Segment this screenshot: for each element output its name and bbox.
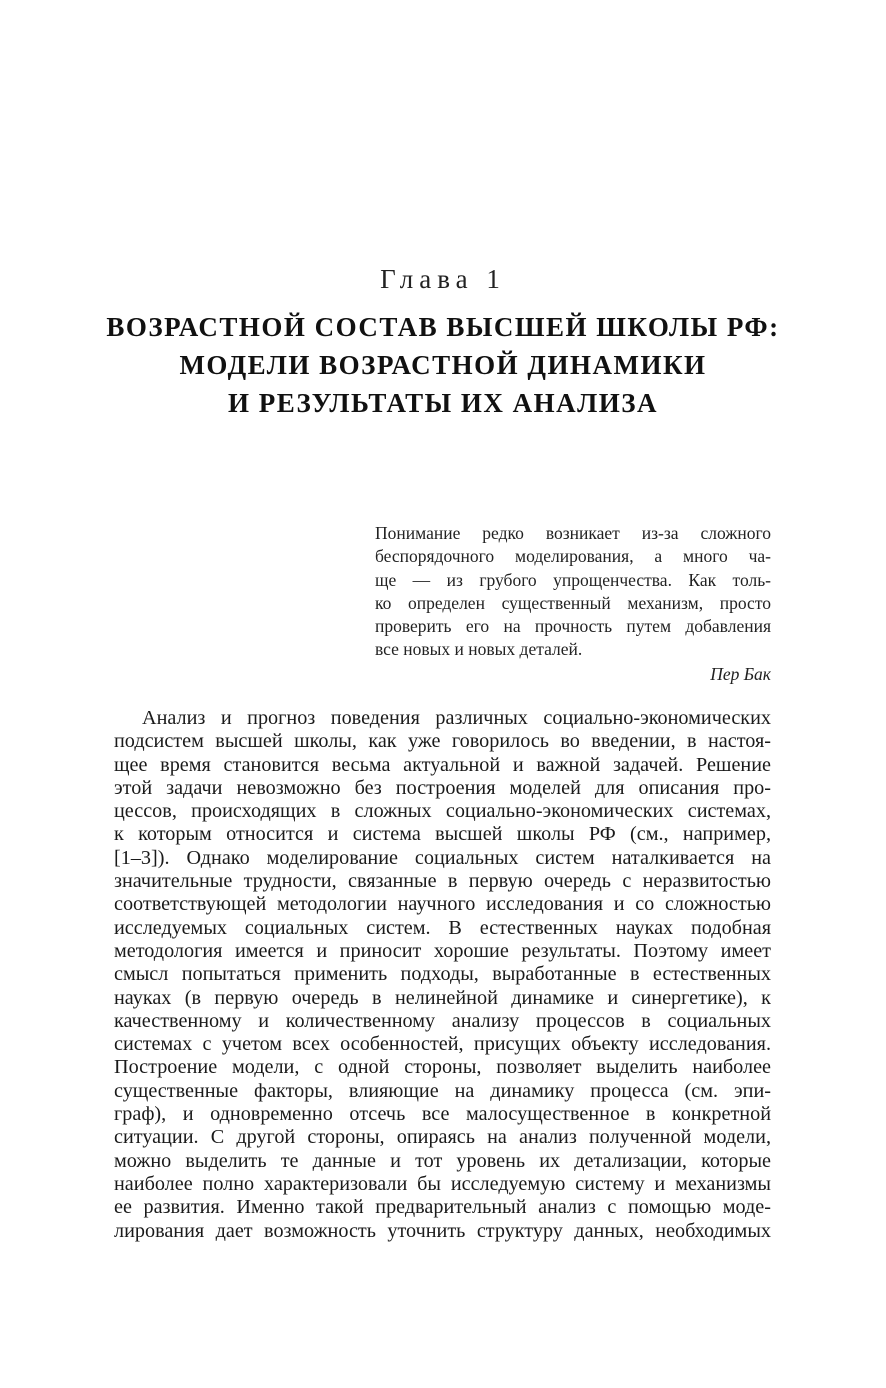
body-line: лирования дает возможность уточнить структуру данных, необходимых: [114, 1219, 771, 1242]
body-line: [1–3]). Однако моделирование социальных систем наталкивается на: [114, 846, 771, 869]
body-line: подсистем высшей школы, как уже говорилось во введении, в настоя-: [114, 730, 771, 753]
body-line: Построение модели, с одной стороны, позволяет выделить наиболее: [114, 1056, 771, 1079]
chapter-title-line: МОДЕЛИ ВОЗРАСТНОЙ ДИНАМИКИ: [179, 350, 707, 380]
body-line: соответствующей методологии научного исследования и со сложностью: [114, 893, 771, 916]
body-line: системах с учетом всех особенностей, присущих объекту исследования.: [114, 1033, 771, 1056]
body-line: Анализ и прогноз поведения различных социально-экономических: [142, 707, 771, 729]
epigraph-text: [375, 522, 771, 662]
epigraph-line: проверить его на прочность путем добавления: [375, 616, 771, 637]
chapter-title-line: И РЕЗУЛЬТАТЫ ИХ АНАЛИЗА: [227, 388, 659, 418]
epigraph-line: ще — из грубого упрощенчества. Как толь-: [375, 569, 771, 590]
body-line: науках (в первую очередь в нелинейной динамике и синергетике), к: [114, 986, 771, 1009]
body-line: можно выделить те данные и тот уровень их детализации, которые: [114, 1149, 771, 1172]
body-line: значительные трудности, связанные в первую очередь с неразвитостью: [114, 870, 771, 893]
body-line: существенные факторы, влияющие на динамику процесса (см. эпи-: [114, 1079, 771, 1102]
chapter-title-line: ВОЗРАСТНОЙ СОСТАВ ВЫСШЕЙ ШКОЛЫ РФ:: [106, 312, 780, 342]
body-line: цессов, происходящих в сложных социально-экономических системах,: [114, 800, 771, 823]
body-paragraph: [114, 707, 771, 1243]
epigraph-author: Пер Бак: [710, 663, 771, 684]
body-line: к которым относится и система высшей школы РФ (см., например,: [114, 823, 771, 846]
body-line: наиболее полно характеризовали бы исследуемую систему и механизмы: [114, 1172, 771, 1195]
chapter-title: [100, 308, 786, 422]
epigraph-line: все новых и новых деталей.: [375, 639, 583, 660]
body-line: исследуемых социальных систем. В естественных науках подобная: [114, 916, 771, 939]
body-line: граф), и одновременно отсечь все малосущественное в конкретной: [114, 1103, 771, 1126]
chapter-label: Глава 1: [380, 264, 506, 294]
epigraph-line: Понимание редко возникает из-за сложного: [375, 523, 771, 543]
body-line: ее развития. Именно такой предварительный анализ с помощью моде-: [114, 1196, 771, 1219]
epigraph-line: ко определен существенный механизм, просто: [375, 592, 771, 613]
body-line: методология имеется и приносит хорошие результаты. Поэтому имеет: [114, 939, 771, 962]
body-line: смысл попытаться применить подходы, выработанные в естественных: [114, 963, 771, 986]
body-line: этой задачи невозможно без построения моделей для описания про-: [114, 776, 771, 799]
body-line: ситуации. С другой стороны, опираясь на анализ полученной модели,: [114, 1126, 771, 1149]
body-line: качественному и количественному анализу процессов в социальных: [114, 1009, 771, 1032]
epigraph: [375, 522, 771, 686]
epigraph-line: беспорядочного моделирования, а много ча-: [375, 546, 771, 567]
body-line: щее время становится весьма актуальной и важной задачей. Решение: [114, 753, 771, 776]
